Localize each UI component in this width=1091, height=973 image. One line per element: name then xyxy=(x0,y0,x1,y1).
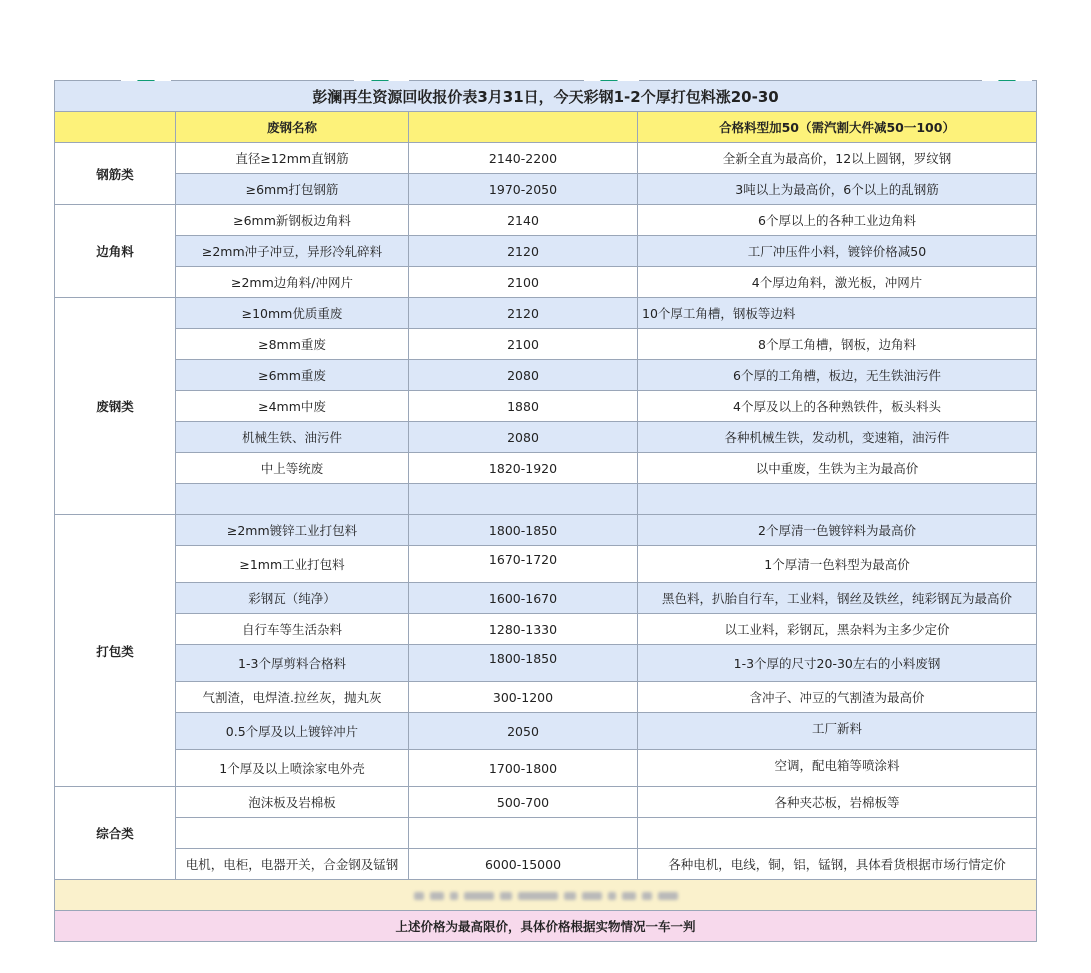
table-row xyxy=(55,849,1037,880)
table-row xyxy=(55,713,1037,750)
footer-row xyxy=(55,911,1037,942)
cell-note: 各种机械生铁，发动机，变速箱，油污件 xyxy=(638,422,1037,453)
cell-price: 500-700 xyxy=(409,787,638,818)
cell-note: 1-3个厚的尺寸20-30左右的小料废钢 xyxy=(638,645,1037,682)
cell-price: 2120 xyxy=(409,298,638,329)
cell-name: ≥6mm重废 xyxy=(176,360,409,391)
table-row xyxy=(55,236,1037,267)
cell-name: ≥8mm重废 xyxy=(176,329,409,360)
cell-name xyxy=(176,484,409,515)
table-row xyxy=(55,360,1037,391)
cell-name: ≥4mm中废 xyxy=(176,391,409,422)
cell-note: 以工业料，彩钢瓦，黑杂料为主多少定价 xyxy=(638,614,1037,645)
cell-name: ≥2mm冲子冲豆，异形冷轧碎料 xyxy=(176,236,409,267)
category-label: 边角料 xyxy=(55,205,176,298)
cell-note: 空调，配电箱等喷涂料 xyxy=(638,750,1037,787)
table-row xyxy=(55,645,1037,682)
cell-name: 彩钢瓦（纯净） xyxy=(176,583,409,614)
cell-price: 1880 xyxy=(409,391,638,422)
title-row xyxy=(55,81,1037,112)
cell-price: 2080 xyxy=(409,360,638,391)
header-row xyxy=(55,112,1037,143)
cell-name: 机械生铁、油污件 xyxy=(176,422,409,453)
sheet-title: 彭澜再生资源回收报价表3月31日，今天彩钢1-2个厚打包料涨20-30 xyxy=(55,81,1037,112)
cell-price: 1800-1850 xyxy=(409,645,638,682)
price-sheet xyxy=(54,80,1036,942)
blur-smudge xyxy=(464,892,494,900)
cell-note: 6个厚以上的各种工业边角料 xyxy=(638,205,1037,236)
cell-price: 1800-1850 xyxy=(409,515,638,546)
cell-price xyxy=(409,818,638,849)
cell-note: 工厂新料 xyxy=(638,713,1037,750)
cell-name: ≥6mm新钢板边角料 xyxy=(176,205,409,236)
cell-note: 3吨以上为最高价，6个以上的乱钢筋 xyxy=(638,174,1037,205)
cell-price: 300-1200 xyxy=(409,682,638,713)
cell-name: 0.5个厚及以上镀锌冲片 xyxy=(176,713,409,750)
cell-price: 2140-2200 xyxy=(409,143,638,174)
blur-smudge xyxy=(582,892,602,900)
cell-price: 2080 xyxy=(409,422,638,453)
cell-name xyxy=(176,818,409,849)
cell-note xyxy=(638,818,1037,849)
cell-price: 2120 xyxy=(409,236,638,267)
header-blank xyxy=(55,112,176,143)
category-label: 钢筋类 xyxy=(55,143,176,205)
cell-name: 电机，电柜，电器开关，合金钢及锰钢 xyxy=(176,849,409,880)
cell-price: 6000-15000 xyxy=(409,849,638,880)
cell-price: 2140 xyxy=(409,205,638,236)
blur-smudge xyxy=(658,892,678,900)
cell-price: 1700-1800 xyxy=(409,750,638,787)
cell-name: ≥2mm镀锌工业打包料 xyxy=(176,515,409,546)
cell-note: 工厂冲压件小料，镀锌价格减50 xyxy=(638,236,1037,267)
cell-price: 2100 xyxy=(409,329,638,360)
header-note: 合格料型加50（需汽割大件减50一100） xyxy=(638,112,1037,143)
blur-smudge xyxy=(622,892,636,900)
table-row xyxy=(55,750,1037,787)
table-row xyxy=(55,205,1037,236)
cell-price xyxy=(409,484,638,515)
blurred-contact xyxy=(55,880,1037,911)
cell-price: 1670-1720 xyxy=(409,546,638,583)
blurred-contact-row xyxy=(55,880,1037,911)
cell-note: 4个厚边角料，激光板，冲网片 xyxy=(638,267,1037,298)
price-table xyxy=(54,80,1037,942)
cell-note: 2个厚清一色镀锌料为最高价 xyxy=(638,515,1037,546)
cell-name: 气割渣，电焊渣.拉丝灰，抛丸灰 xyxy=(176,682,409,713)
category-label: 打包类 xyxy=(55,515,176,787)
cell-price: 2100 xyxy=(409,267,638,298)
cell-name: ≥1mm工业打包料 xyxy=(176,546,409,583)
header-name: 废钢名称 xyxy=(176,112,409,143)
table-row xyxy=(55,515,1037,546)
table-row xyxy=(55,818,1037,849)
cell-name: 中上等统废 xyxy=(176,453,409,484)
table-row xyxy=(55,143,1037,174)
cell-note: 10个厚工角槽，钢板等边料 xyxy=(638,298,1037,329)
table-row xyxy=(55,391,1037,422)
footer-note: 上述价格为最高限价，具体价格根据实物情况一车一判 xyxy=(55,911,1037,942)
blur-smudge xyxy=(564,892,576,900)
cell-note: 含冲子、冲豆的气割渣为最高价 xyxy=(638,682,1037,713)
blur-smudge xyxy=(500,892,512,900)
cell-note: 各种电机，电线，铜，铝，锰钢，具体看货根据市场行情定价 xyxy=(638,849,1037,880)
cell-note: 8个厚工角槽，钢板，边角料 xyxy=(638,329,1037,360)
table-row xyxy=(55,546,1037,583)
blur-smudge xyxy=(430,892,444,900)
cell-name: 泡沫板及岩棉板 xyxy=(176,787,409,818)
cell-name: ≥10mm优质重废 xyxy=(176,298,409,329)
cell-price: 2050 xyxy=(409,713,638,750)
cell-price: 1970-2050 xyxy=(409,174,638,205)
header-price xyxy=(409,112,638,143)
blur-smudge xyxy=(414,892,424,900)
cell-note: 6个厚的工角槽，板边，无生铁油污件 xyxy=(638,360,1037,391)
cell-name: 自行车等生活杂料 xyxy=(176,614,409,645)
cell-name: 直径≥12mm直钢筋 xyxy=(176,143,409,174)
blur-smudge xyxy=(518,892,558,900)
cell-name: 1个厚及以上喷涂家电外壳 xyxy=(176,750,409,787)
table-row xyxy=(55,422,1037,453)
cell-note: 黑色料，扒胎自行车，工业料，钢丝及铁丝，纯彩钢瓦为最高价 xyxy=(638,583,1037,614)
table-row xyxy=(55,329,1037,360)
table-row xyxy=(55,787,1037,818)
table-row xyxy=(55,682,1037,713)
blur-smudge xyxy=(450,892,458,900)
table-row xyxy=(55,298,1037,329)
table-row xyxy=(55,614,1037,645)
cell-note: 各种夹芯板，岩棉板等 xyxy=(638,787,1037,818)
cell-note: 4个厚及以上的各种熟铁件，板头料头 xyxy=(638,391,1037,422)
cell-note: 以中重废，生铁为主为最高价 xyxy=(638,453,1037,484)
table-row xyxy=(55,267,1037,298)
cell-note xyxy=(638,484,1037,515)
cell-name: ≥2mm边角料/冲网片 xyxy=(176,267,409,298)
cell-price: 1820-1920 xyxy=(409,453,638,484)
category-label: 综合类 xyxy=(55,787,176,880)
cell-note: 1个厚清一色料型为最高价 xyxy=(638,546,1037,583)
cell-name: 1-3个厚剪料合格料 xyxy=(176,645,409,682)
table-row xyxy=(55,174,1037,205)
table-row xyxy=(55,583,1037,614)
cell-name: ≥6mm打包钢筋 xyxy=(176,174,409,205)
cell-note: 全新全直为最高价，12以上圆钢，罗纹钢 xyxy=(638,143,1037,174)
category-label: 废钢类 xyxy=(55,298,176,515)
table-row xyxy=(55,484,1037,515)
blur-smudge xyxy=(608,892,616,900)
cell-price: 1600-1670 xyxy=(409,583,638,614)
blur-smudge xyxy=(642,892,652,900)
table-row xyxy=(55,453,1037,484)
cell-price: 1280-1330 xyxy=(409,614,638,645)
